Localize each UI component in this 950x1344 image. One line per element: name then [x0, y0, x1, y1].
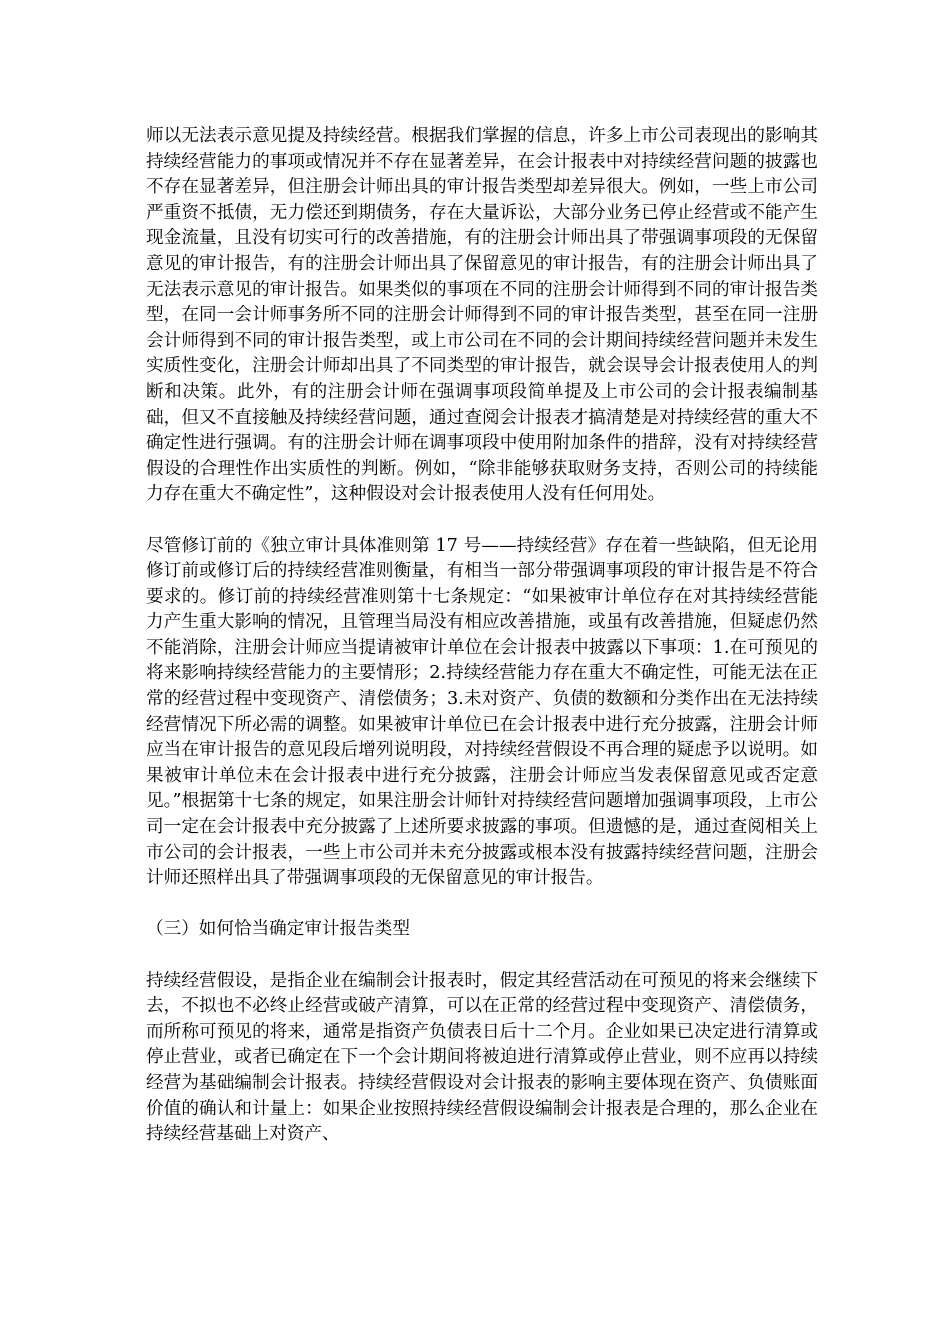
section-heading: （三）如何恰当确定审计报告类型	[146, 919, 410, 940]
body-paragraph-1: 师以无法表示意见提及持续经营。根据我们掌握的信息，许多上市公司表现出的影响其持续经营能力的事项或情况并不存在显著差异，在会计报表中对持续经营问题的披露也不存在显著差异，但注册会计师出具的审计报告类型却差异很大。例如，一些上市公司严重资不抵债，无力偿还到期债务，存在大量诉讼，大部分业务已停止经营或不能产生现金流量，且没有切实可行的改善措施，有的注册会计师出具了带强调事项段的无保留意见的审计报告，有的注册会计师出具了保留意见的审计报告，有的注册会计师出具了无法表示意见的审计报告。如果类似的事项在不同的注册会计师得到不同的审计报告类型，在同一会计师事务所不同的注册会计师得到不同的审计报告类型，甚至在同一注册会计师得到不同的审计报告类型，或上市公司在不同的会计期间持续经营问题并未发生实质性变化，注册会计师却出具了不同类型的审计报告，就会误导会计报表使用人的判断和决策。此外，有的注册会计师在强调事项段简单提及上市公司的会计报表编制基础，但又不直接触及持续经营问题，通过查阅会计报表才搞清楚是对持续经营的重大不确定性进行强调。有的注册会计师在调事项段中使用附加条件的措辞，没有对持续经营假设的合理性作出实质性的判断。例如，“除非能够获取财务支持，否则公司的持续能力存在重大不确定性”，这种假设对会计报表使用人没有任何用处。	[146, 126, 818, 505]
document-body	[146, 124, 818, 1148]
body-paragraph-3: 持续经营假设，是指企业在编制会计报表时，假定其经营活动在可预见的将来会继续下去，不拟也不必终止经营或破产清算，可以在正常的经营过程中变现资产、清偿债务，而所称可预见的将来，通常是指资产负债表日后十二个月。企业如果已决定进行清算或停止营业，或者已确定在下一个会计期间将被迫进行清算或停止营业，则不应再以持续经营为基础编制会计报表。持续经营假设对会计报表的影响主要体现在资产、负债账面价值的确认和计量上：如果企业按照持续经营假设编制会计报表是合理的，那么企业在持续经营基础上对资产、	[146, 970, 818, 1145]
body-paragraph-2: 尽管修订前的《独立审计具体准则第 17 号——持续经营》存在着一些缺陷，但无论用修订前或修订后的持续经营准则衡量，有相当一部分带强调事项段的审计报告是不符合要求的。修订前的持续经营准则第十七条规定：“如果被审计单位存在对其持续经营能力产生重大影响的情况，且管理当局没有相应改善措施，或虽有改善措施，但疑虑仍然不能消除，注册会计师应当提请被审计单位在会计报表中披露以下事项：1.在可预见的将来影响持续经营能力的主要情形；2.持续经营能力存在重大不确定性，可能无法在正常的经营过程中变现资产、清偿债务；3.未对资产、负债的数额和分类作出在无法持续经营情况下所必需的调整。如果被审计单位已在会计报表中进行充分披露，注册会计师应当在审计报告的意见段后增列说明段，对持续经营假设不再合理的疑虑予以说明。如果被审计单位未在会计报表中进行充分披露，注册会计师应当发表保留意见或否定意见。”根据第十七条的规定，如果注册会计师针对持续经营问题增加强调事项段，上市公司一定在会计报表中充分披露了上述所要求披露的事项。但遗憾的是，通过查阅相关上市公司的会计报表，一些上市公司并未充分披露或根本没有披露持续经营问题，注册会计师还照样出具了带强调事项段的无保留意见的审计报告。	[146, 535, 818, 889]
